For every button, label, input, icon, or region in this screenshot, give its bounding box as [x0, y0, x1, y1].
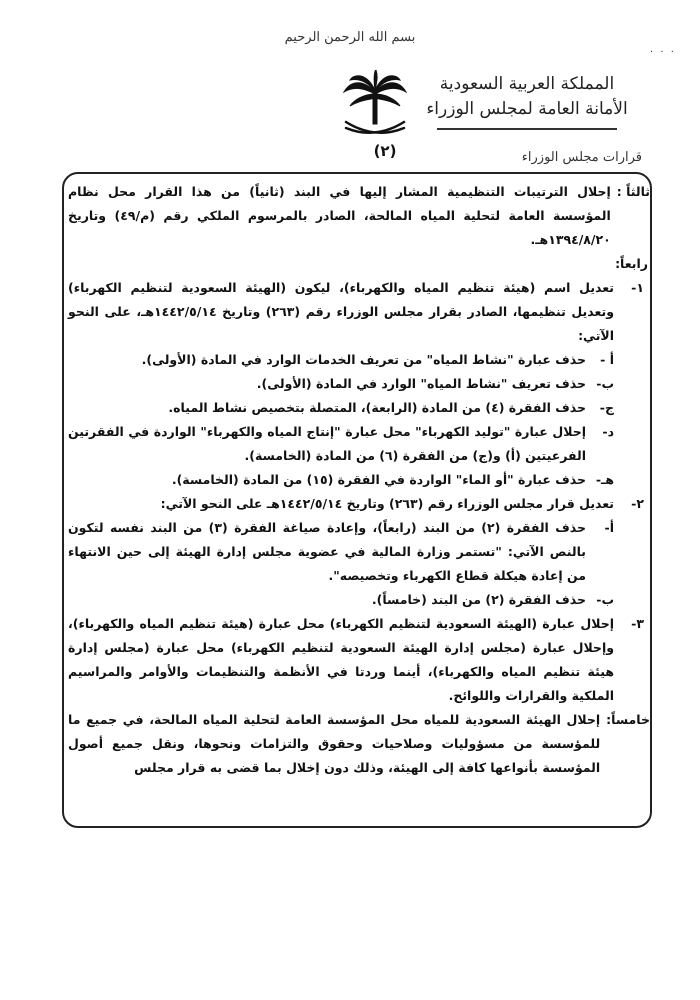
- item-number: ٣-: [631, 616, 644, 631]
- sub-item: [68, 348, 614, 372]
- item-text: إحلال عبارة (الهيئة السعودية لتنظيم الكهرباء) محل عبارة (هيئة تنظيم المياه والكهرباء)، وإحلال عبارة (مجلس إدارة الهيئة السعودية لتنظيم الكهرباء) محل عبارة (مجلس إدارة هيئة تنظيم المياه والكهرباء)، أينما وردتا في الأنظمة والتنظيمات والأوامر والمراسيم الملكية والقرارات واللوائح.: [68, 616, 614, 703]
- clause-fourth-item-3: [68, 612, 644, 708]
- sub-item-letter: أ-: [604, 520, 614, 535]
- sub-item-text: إحلال عبارة "توليد الكهرباء" محل عبارة "إنتاج المياه والكهرباء" الواردة في الفقرتين الفرعيتين (أ) و(ج) من الفقرة (٦) من المادة (الخامسة).: [68, 424, 586, 463]
- header-dots: . . .: [650, 44, 676, 55]
- page-number: (٢): [373, 142, 397, 160]
- sub-item-letter: د-: [602, 424, 614, 439]
- item-number: ١-: [631, 280, 644, 295]
- sub-item-text: حذف الفقرة (٢) من البند (خامساً).: [371, 592, 586, 607]
- clause-fifth-text: إحلال الهيئة السعودية للمياه محل المؤسسة العامة لتحلية المياه المالحة، في جميع ما للمؤسسة من مسؤوليات وصلاحيات وحقوق والتزامات ونحوها، ونقل جميع أصول المؤسسة بأنواعها كافة إلى الهيئة، وذلك دون إخلال بما قضى به قرار مجلس: [68, 712, 601, 775]
- sub-item-letter: هـ-: [595, 472, 614, 487]
- item-text: تعديل قرار مجلس الوزراء رقم (٢٦٣) وتاريخ ١٤٤٢/٥/١٤هـ على النحو الآتي:: [160, 496, 614, 511]
- sub-item: [68, 588, 614, 612]
- clause-third-text: إحلال الترتيبات التنظيمية المشار إليها في البند (ثانياً) من هذا القرار محل نظام المؤسسة العامة لتحلية المياه المالحة، الصادر بالمرسوم الملكي رقم (م/٤٩) وتاريخ ١٣٩٤/٨/٢٠هـ.: [68, 184, 611, 247]
- clause-fourth-label: رابعاً:: [615, 256, 648, 271]
- sub-item-letter: أ -: [600, 352, 614, 367]
- header-rule: [437, 128, 617, 130]
- sub-item: [68, 420, 614, 468]
- basmala: بسم الله الرحمن الرحيم: [284, 30, 416, 45]
- sub-item-text: حذف الفقرة (٢) من البند (رابعاً)، وإعادة صياغة الفقرة (٣) من البند نفسه لتكون بالنص الآتي: "تستمر وزارة المالية في عضوية مجلس إدارة الهيئة إلى حين الانتهاء من إعادة هيكلة قطاع الكهرباء وتخصيصه".: [68, 520, 586, 583]
- clause-fourth-item-1: [68, 276, 644, 348]
- org-line-kingdom: المملكة العربية السعودية: [439, 74, 615, 94]
- clause-third-label: ثالثاً :: [616, 184, 650, 199]
- clause-fifth-label: خامساً:: [606, 712, 650, 727]
- sub-item-letter: ب-: [596, 376, 614, 391]
- org-line-secretariat: الأمانة العامة لمجلس الوزراء: [426, 99, 628, 119]
- organization-header: [412, 72, 642, 130]
- sub-item-text: حذف عبارة "نشاط المياه" من تعريف الخدمات الوارد في المادة (الأولى).: [141, 352, 586, 367]
- sub-item-letter: ب-: [596, 592, 614, 607]
- sub-item-text: حذف الفقرة (٤) من المادة (الرابعة)، المتصلة بتخصيص نشاط المياه.: [168, 400, 586, 415]
- sub-item: [68, 372, 614, 396]
- sub-item: [68, 516, 614, 588]
- sub-item-letter: ج-: [599, 400, 614, 415]
- clause-fifth: [68, 708, 650, 780]
- document-body: [68, 180, 650, 780]
- decisions-label: قرارات مجلس الوزراء: [521, 150, 642, 165]
- clause-third: [68, 180, 650, 252]
- clause-fourth-item-2: [68, 492, 644, 516]
- item-text: تعديل اسم (هيئة تنظيم المياه والكهرباء)، ليكون (الهيئة السعودية لتنظيم الكهرباء) وتعديل تنظيمها، الصادر بقرار مجلس الوزراء رقم (٢٦٣) وتاريخ ١٤٤٢/٥/١٤هـ، على النحو الآتي:: [68, 280, 614, 343]
- sub-item-text: حذف عبارة "أو الماء" الواردة في الفقرة (١٥) من المادة (الخامسة).: [171, 472, 586, 487]
- saudi-emblem-icon: [340, 70, 410, 142]
- sub-item-text: حذف تعريف "نشاط المياه" الوارد في المادة (الأولى).: [256, 376, 586, 391]
- item-number: ٢-: [631, 496, 644, 511]
- sub-item: [68, 468, 614, 492]
- sub-item: [68, 396, 614, 420]
